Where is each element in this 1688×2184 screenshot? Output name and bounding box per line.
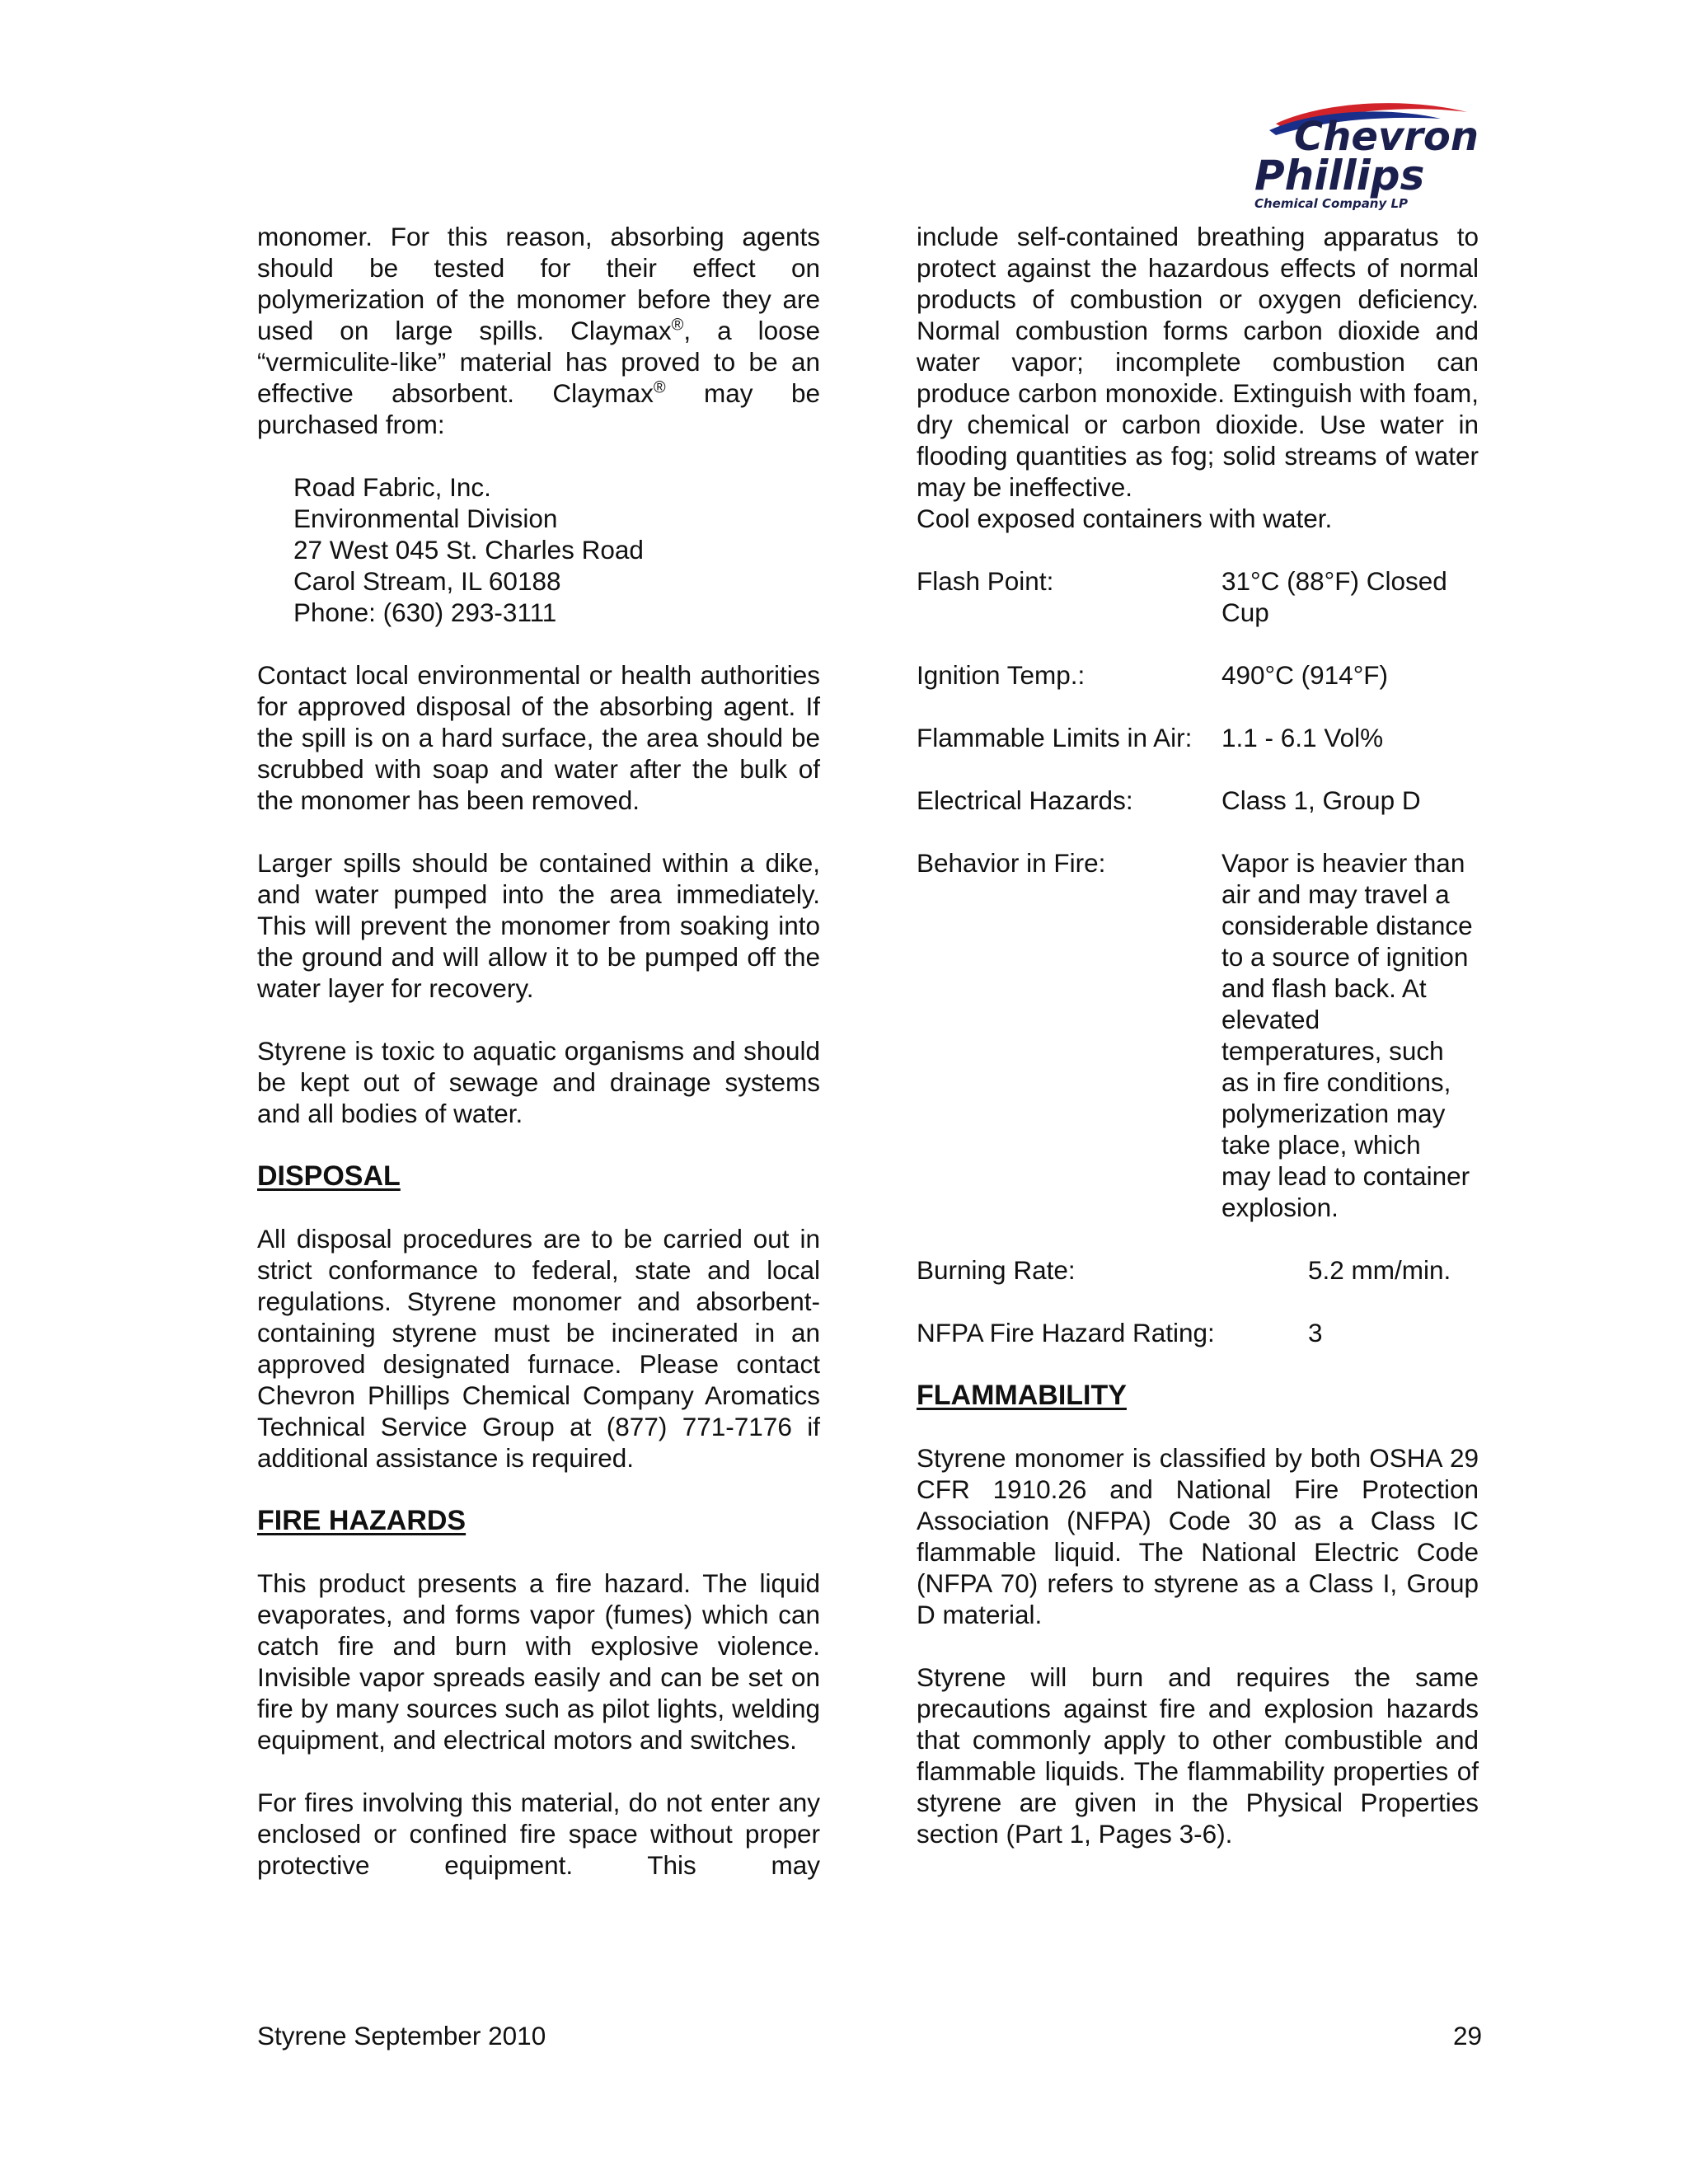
paragraph-aquatic-toxicity: Styrene is toxic to aquatic organisms and should be kept out of sewage and drainage systems and all bodies of water. <box>257 1036 820 1128</box>
paragraph-protective-equipment: For fires involving this material, do not enter any enclosed or confined fire space without proper protective equipment. This may <box>257 1788 820 1880</box>
page-number: 29 <box>1452 2021 1482 2050</box>
property-label: Burning Rate: <box>917 1255 1076 1285</box>
property-row <box>917 847 1479 1223</box>
property-value: 5.2 mm/min. <box>1308 1255 1451 1285</box>
property-value: 3 <box>1308 1318 1323 1347</box>
paragraph-precautions: Styrene will burn and requires the same precautions against fire and explosion hazards that commonly apply to other combustible and flammable liquids. The flammability properties of styrene are given in the Physical Properties section (Part 1, Pages 3-6). <box>917 1662 1479 1849</box>
property-row <box>917 1317 1479 1348</box>
address-line: Environmental Division <box>293 504 558 533</box>
property-label: Flash Point: <box>917 566 1054 596</box>
property-value: 31°C (88°F) Closed Cup <box>1221 566 1447 627</box>
property-value: Class 1, Group D <box>1221 785 1421 815</box>
company-logo <box>1251 97 1484 213</box>
property-label: NFPA Fire Hazard Rating: <box>917 1318 1215 1347</box>
address-line: Carol Stream, IL 60188 <box>293 566 561 596</box>
address-line: Road Fabric, Inc. <box>293 472 491 502</box>
property-label: Ignition Temp.: <box>917 660 1085 690</box>
address-line: 27 West 045 St. Charles Road <box>293 535 644 565</box>
paragraph-contact-authorities: Contact local environmental or health authorities for approved disposal of the absorbing agent. If the spill is on a hard surface, the area should be scrubbed with soap and water after the bulk of the monomer has been removed. <box>257 660 820 815</box>
property-row <box>917 722 1479 753</box>
property-value: 490°C (914°F) <box>1221 660 1389 690</box>
left-column <box>257 221 820 1912</box>
paragraph-absorbing-agents: monomer. For this reason, absorbing agents should be tested for their effect on polymerization of the monomer before they are used on large spills. Claymax®, a loose “vermiculite-like” material has proved to be an effective absorbent. Claymax® may be purchased from: <box>257 222 820 439</box>
right-column <box>917 221 1479 1881</box>
supplier-address <box>293 471 820 628</box>
property-value: Vapor is heavier than air and may travel a considerable distance to a source of ignition and flash back. At elevated temperatures, such as in fire conditions, polymerization may take place, which may lead to container explosion. <box>1221 848 1473 1222</box>
heading-disposal: DISPOSAL <box>257 1160 401 1192</box>
property-row <box>917 1254 1479 1286</box>
property-row <box>917 785 1479 816</box>
paragraph-larger-spills: Larger spills should be contained within a dike, and water pumped into the area immediately. This will prevent the monomer from soaking into the ground and will allow it to be pumped off the water layer for recovery. <box>257 848 820 1003</box>
footer-document-title: Styrene September 2010 <box>257 2021 546 2050</box>
property-row <box>917 659 1479 691</box>
property-label: Behavior in Fire: <box>917 848 1106 878</box>
logo-line2: Phillips <box>1254 152 1425 199</box>
property-label: Flammable Limits in Air: <box>917 723 1193 752</box>
logo-line3: Chemical Company LP <box>1254 196 1409 211</box>
registered-mark: ® <box>671 316 684 335</box>
page-footer <box>257 2021 1482 2051</box>
chevron-phillips-logo <box>1251 97 1484 213</box>
logo-line1: Chevron <box>1294 114 1479 160</box>
paragraph-breathing-apparatus: include self-contained breathing apparatus to protect against the hazardous effects of normal products of combustion or oxygen deficiency. Normal combustion forms carbon dioxide and water vapor; incomplete combustion can produce carbon monoxide. Extinguish with foam, dry chemical or carbon dioxide. Use water in flooding quantities as fog; solid streams of water may be ineffective. Cool exposed containers with water. <box>917 222 1479 533</box>
property-value: 1.1 - 6.1 Vol% <box>1221 723 1384 752</box>
property-label: Electrical Hazards: <box>917 785 1133 815</box>
paragraph-fire-hazard: This product presents a fire hazard. The liquid evaporates, and forms vapor (fumes) which can catch fire and burn with explosive violence. Invisible vapor spreads easily and can be set on fire by many sources such as pilot lights, welding equipment, and electrical motors and switches. <box>257 1568 820 1755</box>
registered-mark: ® <box>653 378 666 397</box>
paragraph-disposal: All disposal procedures are to be carried out in strict conformance to federal, state and local regulations. Styrene monomer and absorbent-containing styrene must be incinerated in an approved designated furnace. Please contact Chevron Phillips Chemical Company Aromatics Technical Service Group at (877) 771-7176 if additional assistance is required. <box>257 1224 820 1473</box>
address-line: Phone: (630) 293-3111 <box>293 598 557 627</box>
heading-fire-hazards: FIRE HAZARDS <box>257 1505 467 1536</box>
paragraph-classification: Styrene monomer is classified by both OSHA 29 CFR 1910.26 and National Fire Protection Association (NFPA) Code 30 as a Class IC flammable liquid. The National Electric Code (NFPA 70) refers to styrene as a Class I, Group D material. <box>917 1443 1479 1629</box>
heading-flammability: FLAMMABILITY <box>917 1380 1127 1411</box>
property-row <box>917 565 1479 628</box>
